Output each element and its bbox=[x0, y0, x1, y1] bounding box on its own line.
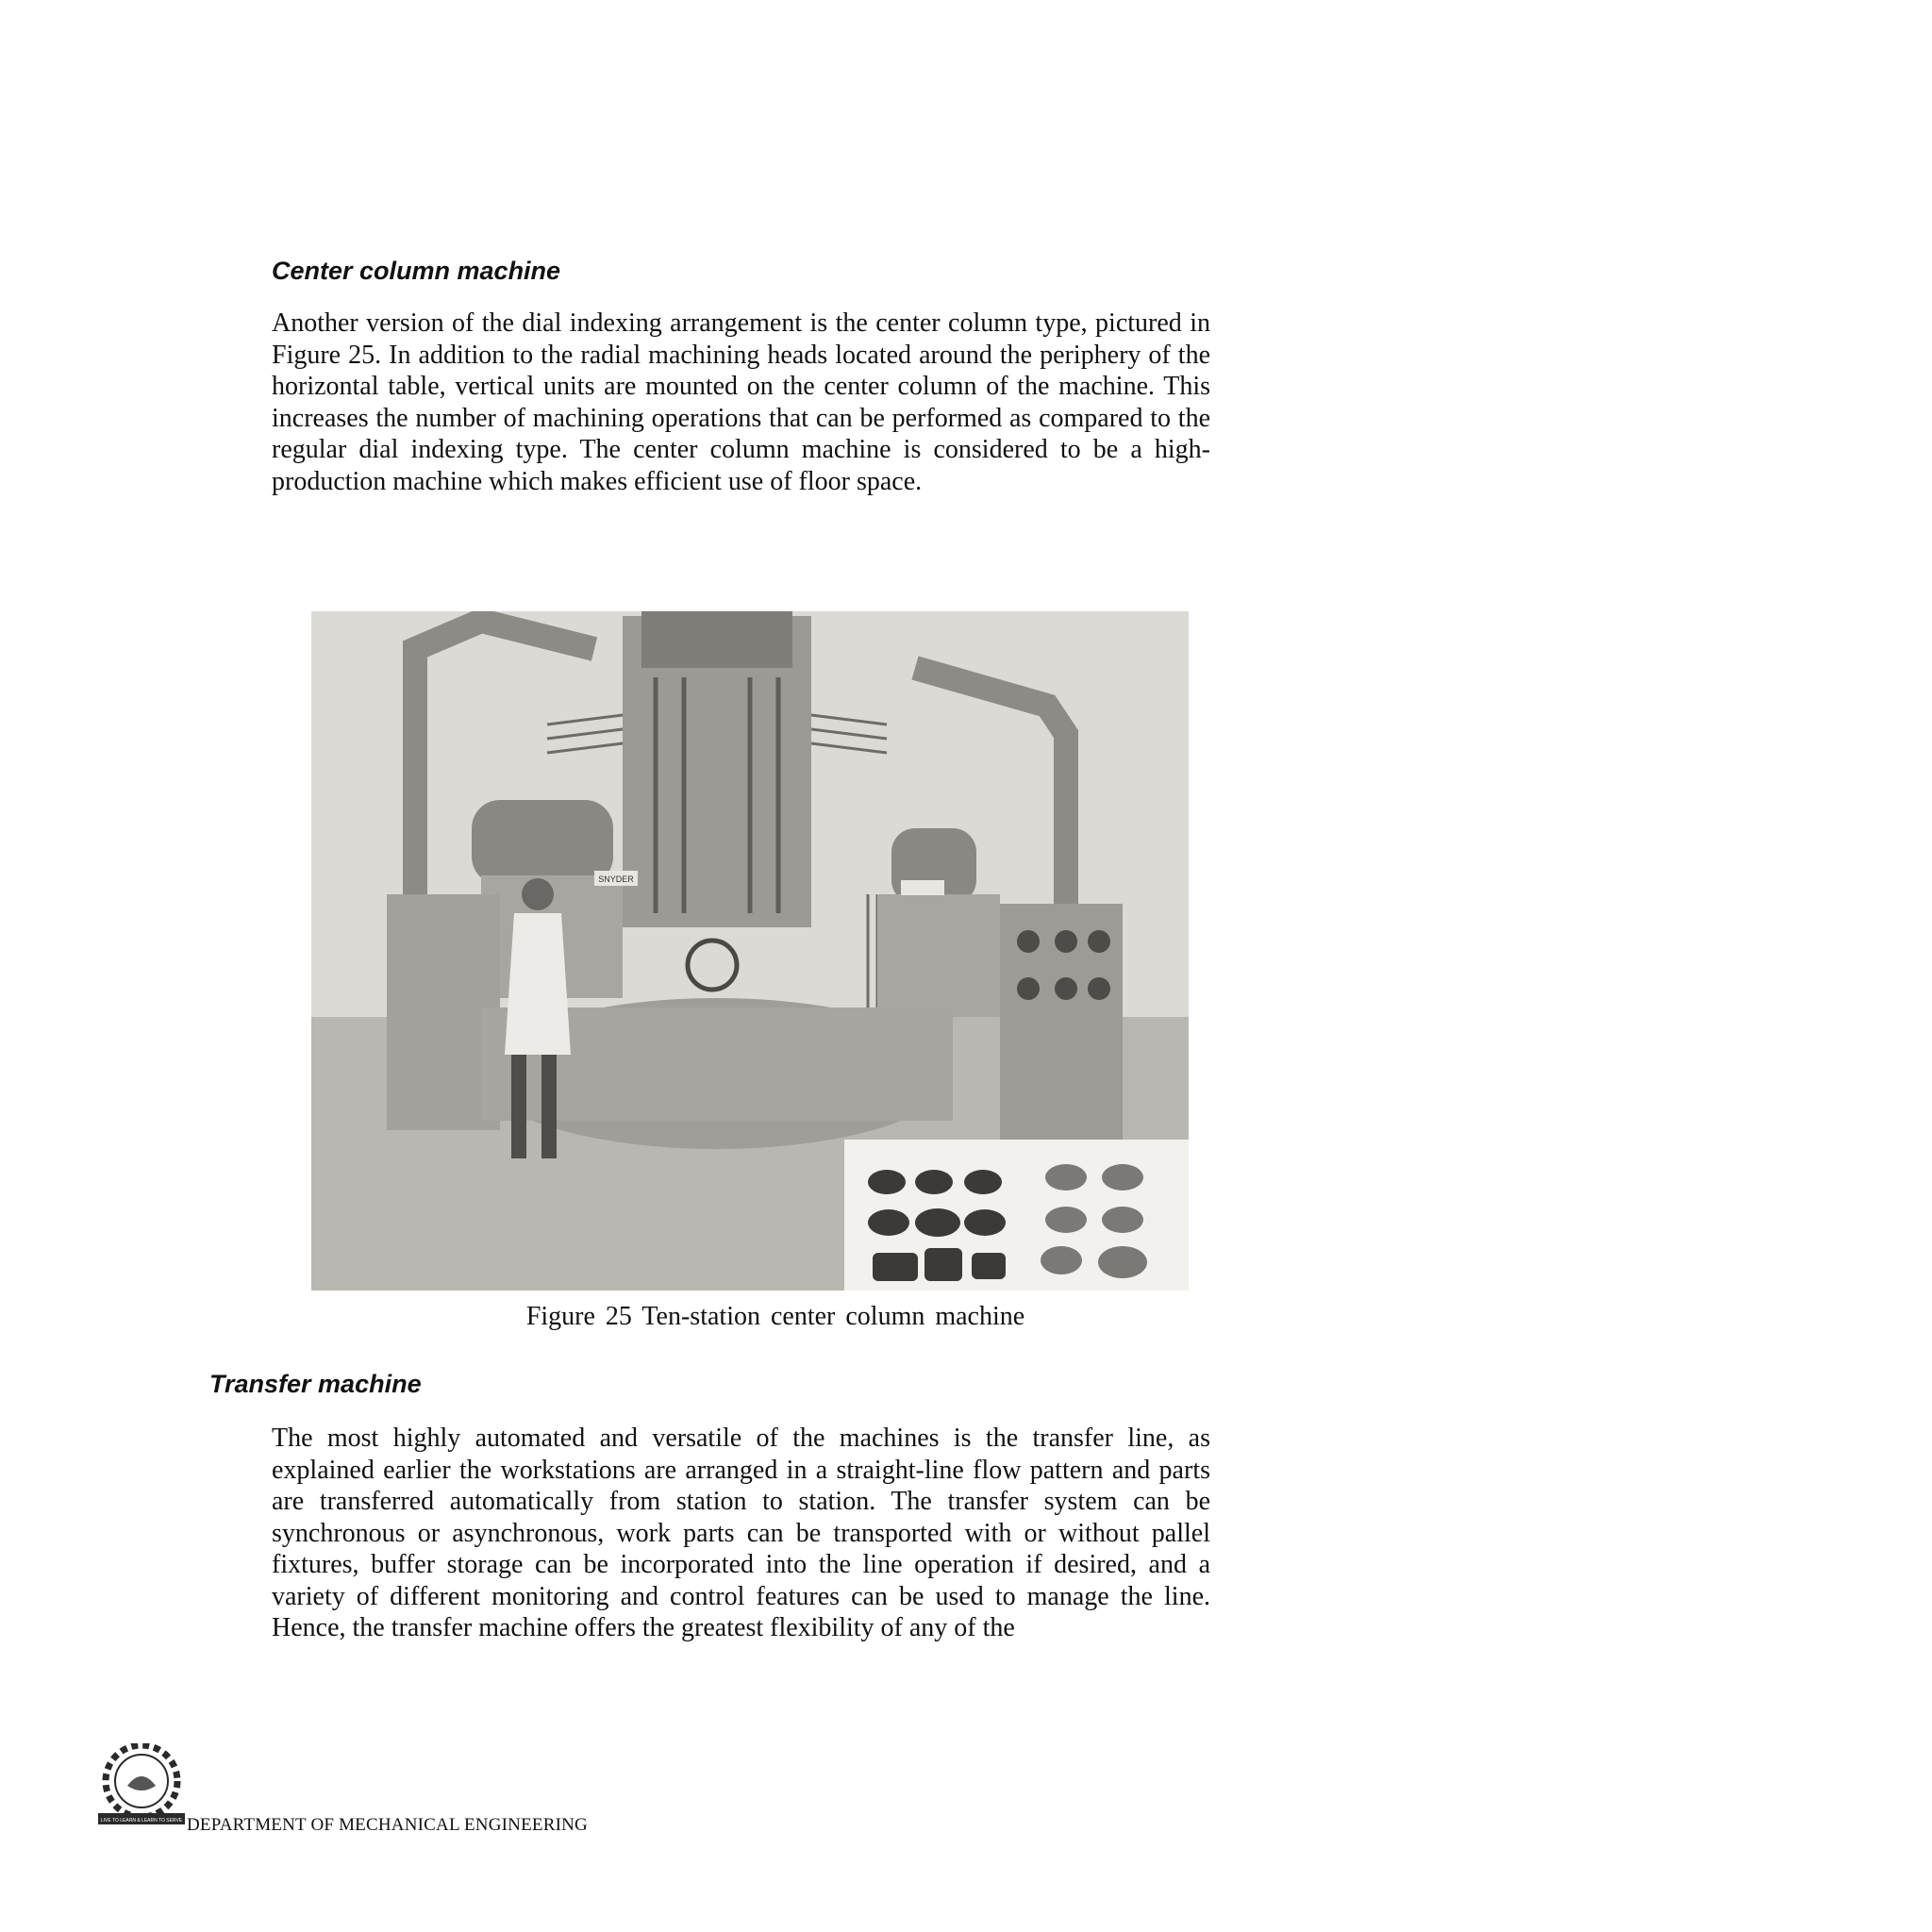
workpiece-samples-inset bbox=[844, 1140, 1189, 1291]
figure-center-column-machine-photo bbox=[311, 611, 1189, 1291]
paragraph-transfer-machine: The most highly automated and versatile of the machines is the transfer line, as explained earlier the workstations are arranged in a straight-line flow pattern and parts are transferred automatically from station to station. The transfer system can be synchronous or asynchronous, work parts can be transported with or without pallel fixtures, buffer storage can be incorporated into the line operation if desired, and a variety of different monitoring and control features can be used to manage the line. Hence, the transfer machine offers the greatest flexibility of any of the bbox=[272, 1424, 1210, 1642]
page-footer bbox=[94, 1743, 660, 1838]
college-logo-icon bbox=[94, 1743, 189, 1838]
section-heading-center-column: Center column machine bbox=[272, 257, 561, 285]
figure-caption: Figure 25 Ten-station center column machine bbox=[525, 1302, 1025, 1331]
section-heading-transfer-machine: Transfer machine bbox=[209, 1370, 422, 1398]
department-name: DEPARTMENT OF MECHANICAL ENGINEERING bbox=[187, 1815, 588, 1835]
paragraph-center-column: Another version of the dial indexing arrangement is the center column type, pictured in Figure 25. In addition to the radial machining heads located around the periphery of the horizontal table, vertical units are mounted on the center column of the machine. This increases the number of machining operations that can be performed as compared to the regular dial indexing type. The center column machine is considered to be a high-production machine which makes efficient use of floor space. bbox=[272, 308, 1210, 496]
machine-name-plate: SNYDER bbox=[598, 874, 634, 884]
logo-motto: LIVE TO LEARN & LEARN TO SERVE bbox=[100, 1818, 183, 1824]
